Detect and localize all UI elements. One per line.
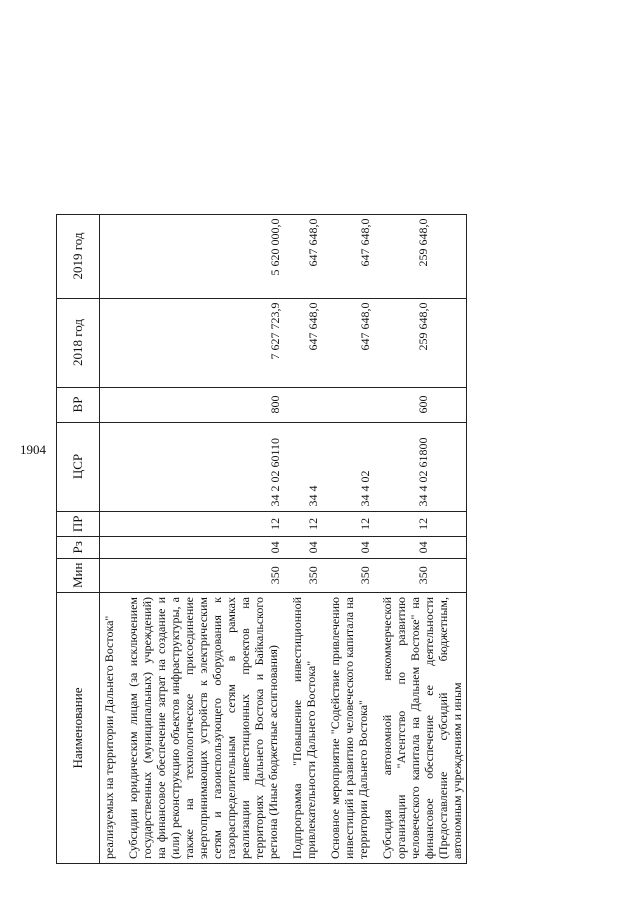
row-2018: 7 627 723,9 bbox=[118, 298, 282, 387]
row-min: 350 bbox=[282, 558, 320, 592]
row-pr: 12 bbox=[372, 511, 467, 537]
row-2018: 647 648,0 bbox=[320, 298, 372, 387]
row-2019: 647 648,0 bbox=[320, 214, 372, 298]
row-csr: 34 4 02 61800 bbox=[372, 422, 467, 511]
row-name: реализуемых на территории Дальнего Востока" bbox=[100, 593, 119, 864]
row-rz: 04 bbox=[372, 537, 467, 558]
row-rz: 04 bbox=[320, 537, 372, 558]
row-min: 350 bbox=[372, 558, 467, 592]
row-name: Основное мероприятие "Содействие привлечению инвестиций и развитию человеческого капитала на территории Дальнего Востока" bbox=[320, 593, 372, 864]
row-2018: 259 648,0 bbox=[372, 298, 467, 387]
row-pr: 12 bbox=[118, 511, 282, 537]
row-min: 350 bbox=[118, 558, 282, 592]
row-csr: 34 4 02 bbox=[320, 422, 372, 511]
header-min: Мин bbox=[57, 558, 100, 592]
row-csr: 34 4 bbox=[282, 422, 320, 511]
row-csr bbox=[100, 422, 119, 511]
header-rz: Рз bbox=[57, 537, 100, 558]
row-2018 bbox=[100, 298, 119, 387]
row-vr bbox=[320, 387, 372, 422]
header-csr: ЦСР bbox=[57, 422, 100, 511]
row-pr: 12 bbox=[320, 511, 372, 537]
row-name: Подпрограмма "Повышение инвестиционной привлекательности Дальнего Востока" bbox=[282, 593, 320, 864]
row-vr bbox=[282, 387, 320, 422]
table-row bbox=[320, 214, 372, 863]
row-csr: 34 2 02 60110 bbox=[118, 422, 282, 511]
header-2018: 2018 год bbox=[57, 298, 100, 387]
header-name: Наименование bbox=[57, 593, 100, 864]
row-2019: 647 648,0 bbox=[282, 214, 320, 298]
row-pr bbox=[100, 511, 119, 537]
header-2019: 2019 год bbox=[57, 214, 100, 298]
header-pr: ПР bbox=[57, 511, 100, 537]
table-row bbox=[372, 214, 467, 863]
row-name: Субсидия автономной некоммерческой организации "Агентство по развитию человеческого капитала на Дальнем Востоке" на финансовое обеспечение ее деятельности (Предоставление субсидий бюджетным, автономным учреждениям и иным bbox=[372, 593, 467, 864]
row-2018: 647 648,0 bbox=[282, 298, 320, 387]
table-row bbox=[282, 214, 320, 863]
table-header-row bbox=[57, 214, 100, 863]
table-row bbox=[100, 214, 119, 863]
row-2019: 259 648,0 bbox=[372, 214, 467, 298]
row-vr: 800 bbox=[118, 387, 282, 422]
row-2019: 5 620 000,0 bbox=[118, 214, 282, 298]
row-vr bbox=[100, 387, 119, 422]
row-min bbox=[100, 558, 119, 592]
row-pr: 12 bbox=[282, 511, 320, 537]
row-min: 350 bbox=[320, 558, 372, 592]
table-row bbox=[118, 214, 282, 863]
row-rz bbox=[100, 537, 119, 558]
header-vr: ВР bbox=[57, 387, 100, 422]
row-2019 bbox=[100, 214, 119, 298]
page-number: 1904 bbox=[20, 442, 46, 457]
row-rz: 04 bbox=[118, 537, 282, 558]
row-rz: 04 bbox=[282, 537, 320, 558]
budget-table bbox=[56, 214, 467, 864]
row-name: Субсидии юридическим лицам (за исключением государственных (муниципальных) учреждений) на финансовое обеспечение затрат на создание и (или) реконструкцию объектов инфраструктуры, а также на технологическое присоединение энергопринимающих устройств к электрическим сетям и газоиспользующего оборудования к газораспределительным сетям в рамках реализации инвестиционных проектов на территориях Дальнего Востока и Байкальского региона (Иные бюджетные ассигнования) bbox=[118, 593, 282, 864]
row-vr: 600 bbox=[372, 387, 467, 422]
